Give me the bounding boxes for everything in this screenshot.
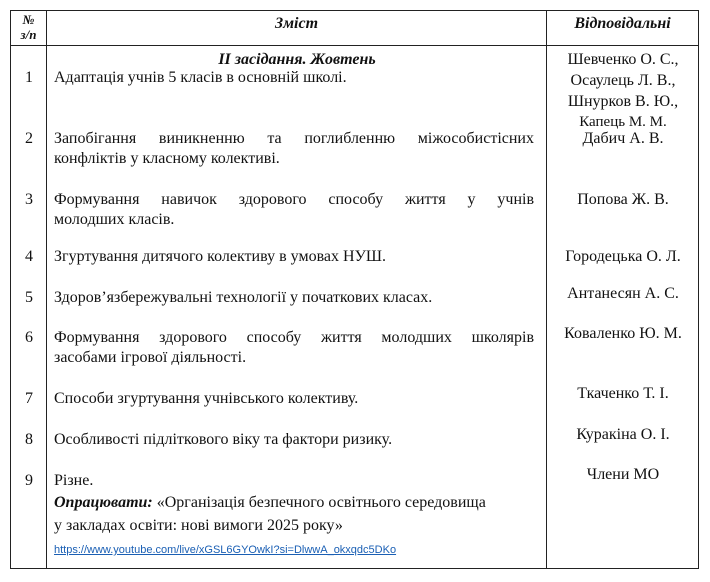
resp-7: Ткаченко Т. І. [577, 385, 669, 402]
resp-1-line1: Шевченко О. С., [567, 51, 679, 68]
header-responsible [547, 11, 699, 46]
content-column [47, 46, 547, 569]
row-num-4: 4 [25, 248, 33, 265]
resp-8: Куракіна О. І. [576, 426, 670, 443]
item-1-text: Адаптація учнів 5 класів в основній школі. [54, 69, 347, 86]
extra-label: Опрацювати: [54, 494, 153, 511]
header-num-line2: з/п [20, 27, 37, 42]
resp-1-line3: Шнурков В. Ю., [567, 93, 679, 110]
item-4-text: Згуртування дитячого колективу в умовах НУШ. [54, 248, 387, 265]
resp-6: Коваленко Ю. М. [564, 325, 682, 342]
header-num [11, 11, 47, 46]
resp-1-line2: Осаулець Л. В., [570, 72, 676, 89]
header-content [47, 11, 547, 46]
num-column [11, 46, 47, 569]
row-num-9: 9 [25, 472, 33, 489]
agenda-table [10, 10, 699, 569]
item-9-extra-line1 [54, 493, 534, 513]
resp-4: Городецька О. Л. [565, 248, 681, 265]
header-row [11, 11, 699, 46]
session-title: ІІ засідання. Жовтень [218, 51, 376, 68]
header-num-line1: № [22, 12, 35, 27]
item-3-text-line2: молодших класів. [54, 211, 175, 228]
resp-1-line4: Капець М. М. [579, 114, 667, 130]
resp-3: Попова Ж. В. [577, 191, 669, 208]
header-responsible-label: Відповідальні [574, 15, 671, 32]
item-3-text-line1: Формування навичок здорового способу життя у учнів [54, 191, 534, 208]
item-7-text: Способи згуртування учнівського колективу. [54, 390, 359, 407]
extra-text-line1: «Організація безпечного освітнього середовища [152, 494, 486, 511]
item-6-text-line2: засобами ігрової діяльності. [54, 349, 247, 366]
row-num-3: 3 [25, 191, 33, 208]
body-row [11, 46, 699, 569]
resp-9: Члени МО [586, 466, 660, 483]
row-num-5: 5 [25, 289, 33, 306]
responsible-column [547, 46, 699, 569]
youtube-link[interactable]: https://www.youtube.com/live/xGSL6GYOwkI?si=DlwwA_okxqdc5DKo [54, 544, 397, 556]
resp-5: Антанесян А. С. [567, 285, 679, 302]
extra-text-line2: у закладах освіти: нові вимоги 2025 року» [54, 517, 343, 534]
row-num-1: 1 [25, 69, 33, 86]
item-5-text: Здоров’язбережувальні технології у початкових класах. [54, 289, 433, 306]
header-content-label: Зміст [274, 15, 319, 32]
item-9-text: Різне. [54, 472, 94, 489]
row-num-2: 2 [25, 130, 33, 147]
resp-2: Дабич А. В. [582, 130, 664, 147]
item-6-text-line1: Формування здорового способу життя молодших школярів [54, 329, 534, 346]
item-8-text: Особливості підліткового віку та фактори ризику. [54, 431, 393, 448]
row-num-7: 7 [25, 390, 33, 407]
item-2-text-line1: Запобігання виникненню та поглибленню міжособистісних [54, 130, 534, 147]
row-num-6: 6 [25, 329, 33, 346]
row-num-8: 8 [25, 431, 33, 448]
item-2-text-line2: конфліктів у класному колективі. [54, 150, 280, 167]
